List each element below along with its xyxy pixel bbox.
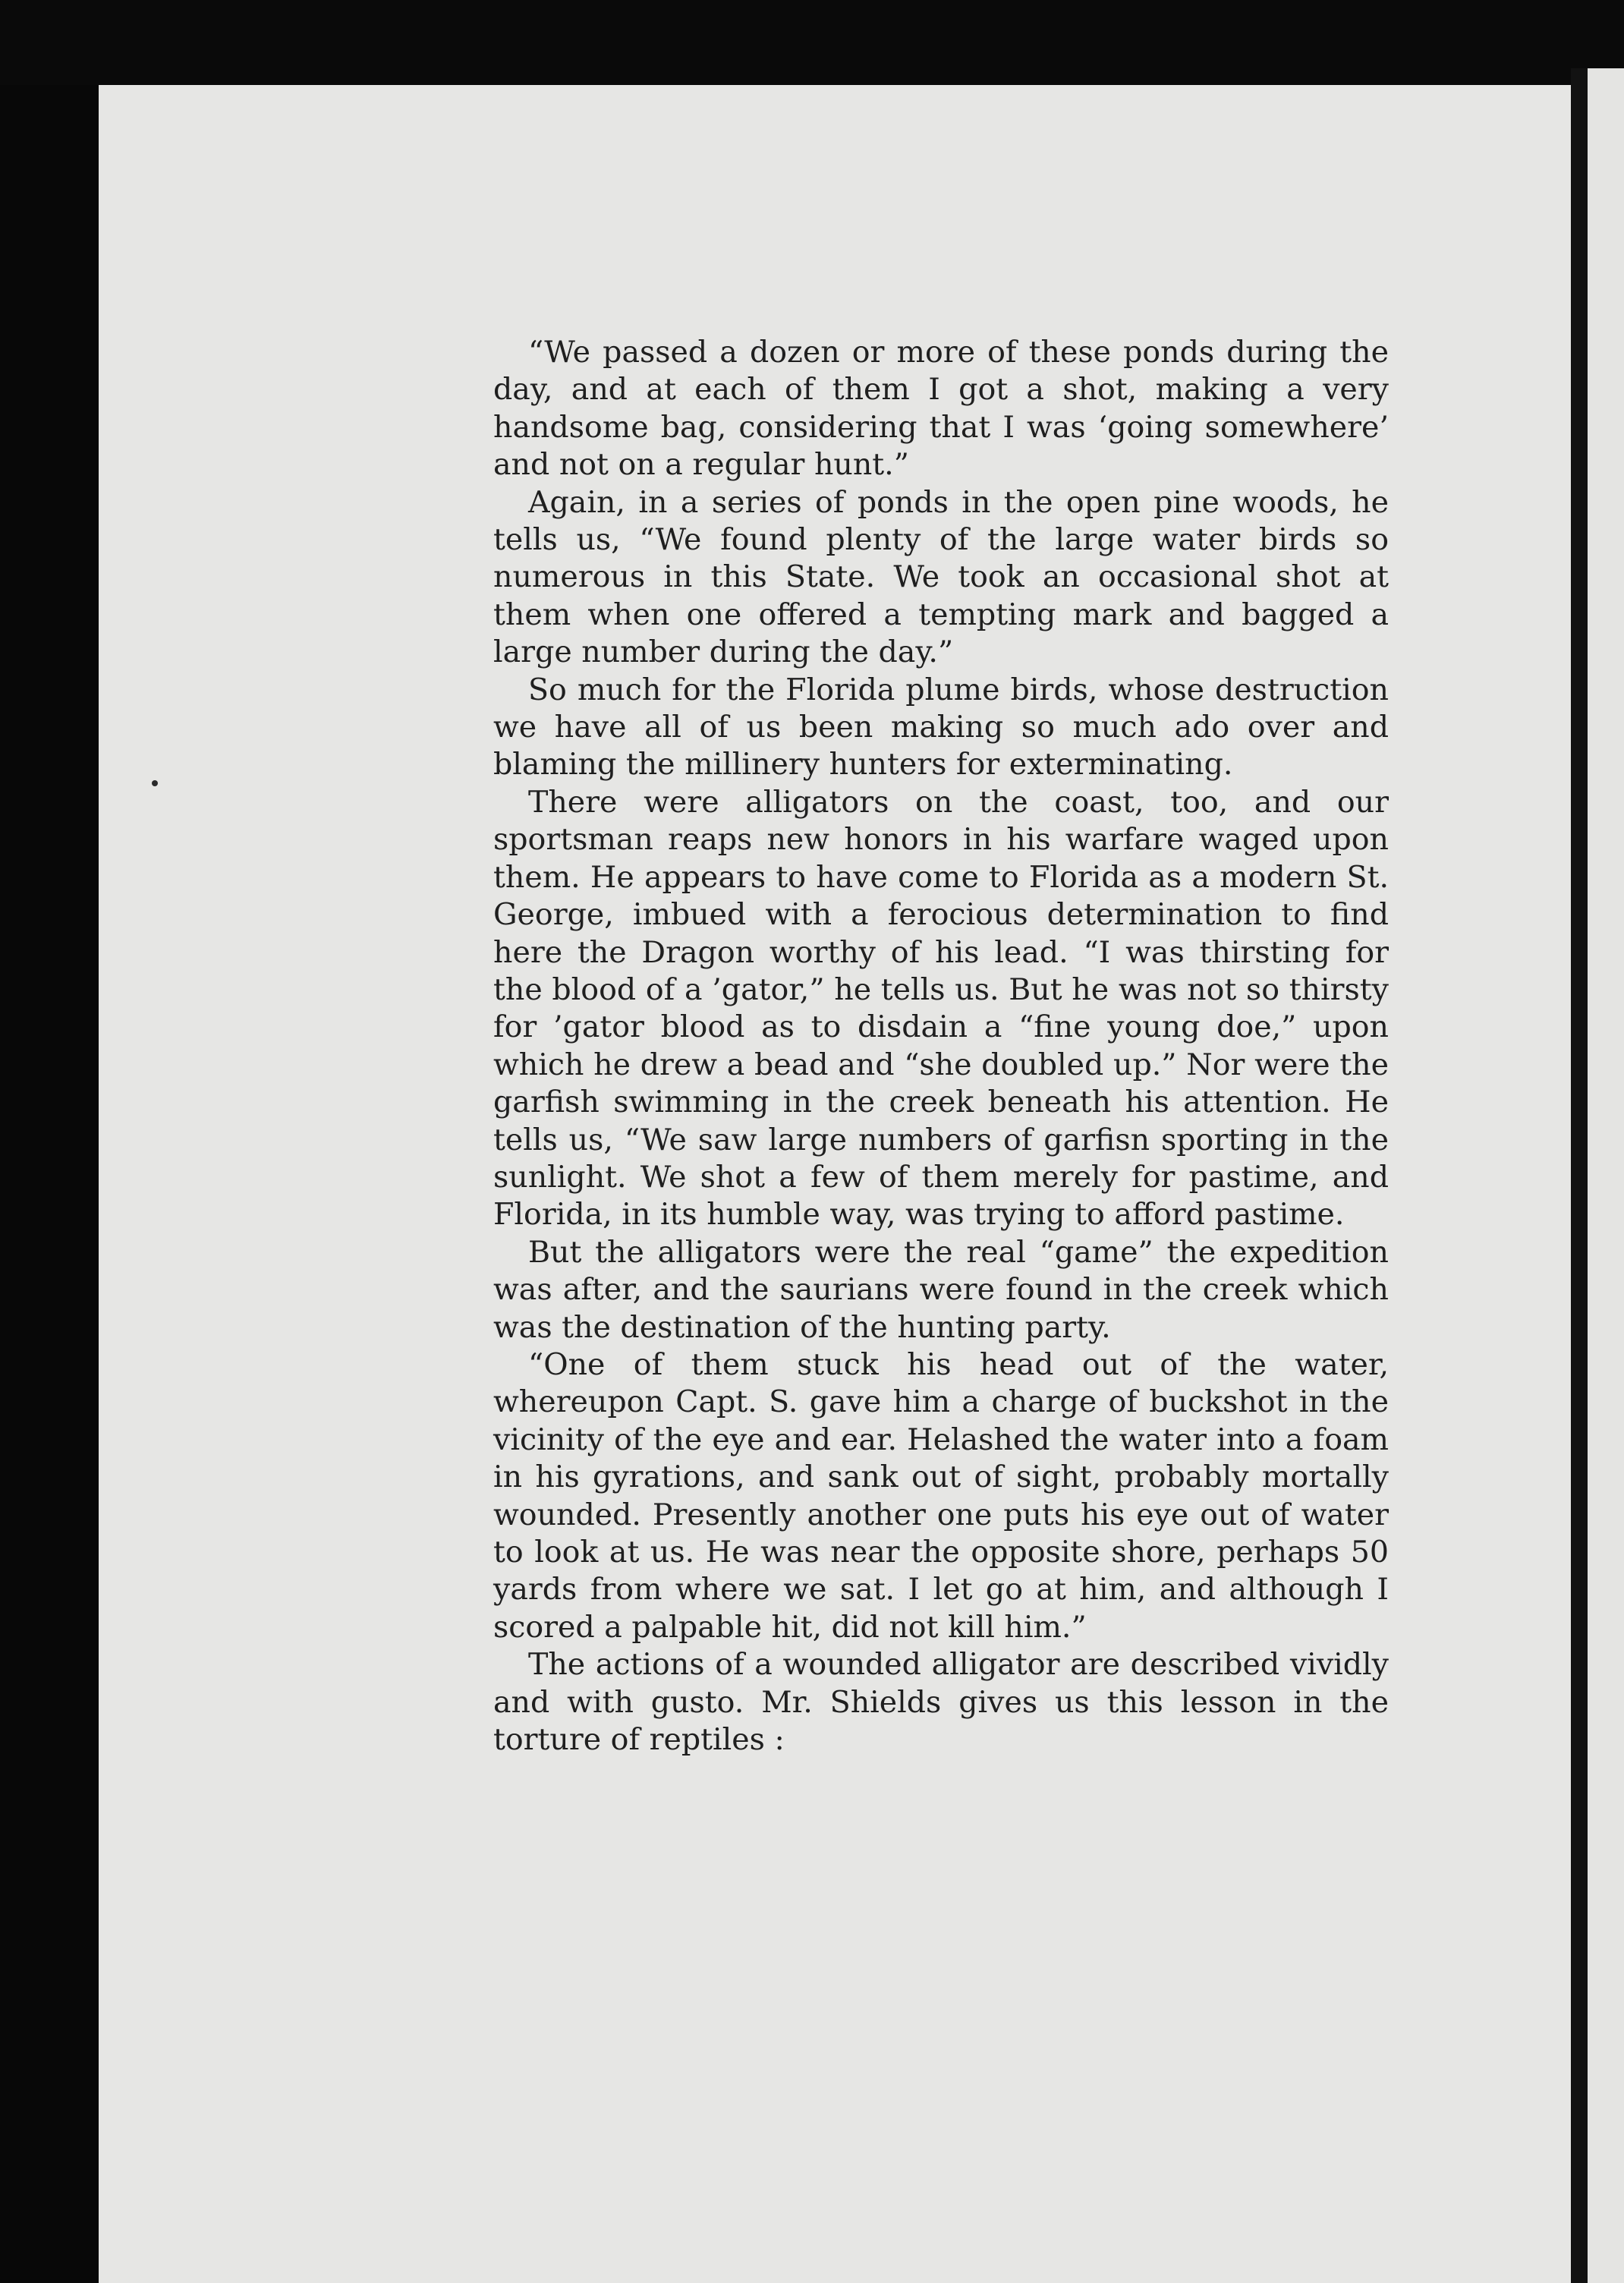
margin-speck	[152, 780, 158, 786]
page-body-text	[493, 334, 1389, 2110]
scan-top-border	[0, 0, 1624, 85]
page-gutter-edge	[1571, 68, 1588, 2283]
paragraph-alligators-coast: There were alligators on the coast, too, and our sportsman reaps new honors in his warfare waged upon them. He appears to have come to Florida as a modern St. George, imbued with a ferocious determination to find here the Dragon worthy of his lead. “I was thirsting for the blood of a ’gator,” he tells us. But he was not so thirsty for ’gator blood as to disdain a “fine young doe,” upon which he drew a bead and “she doubled up.” Nor were the garfish swimming in the creek beneath his attention. He tells us, “We saw large numbers of garfisn sporting in the sunlight. We shot a few of them merely for pastime, and Florida, in its humble way, was trying to afford pastime.	[493, 784, 1389, 1233]
paragraph-ponds-quote: “We passed a dozen or more of these ponds during the day, and at each of them I got a shot, making a very handsome bag, considering that I was ‘going somewhere’ and not on a regular hunt.”	[493, 335, 1389, 483]
paragraph-wounded-alligator: The actions of a wounded alligator are described vividly and with gusto. Mr. Shields gives us this lesson in the torture of reptiles :	[493, 1647, 1389, 1758]
paragraph-pine-woods: Again, in a series of ponds in the open pine woods, he tells us, “We found plenty of the large water birds so numerous in this State. We took an occasional shot at them when one offered a tempting mark and bagged a large number during the day.”	[493, 484, 1389, 670]
paragraph-buckshot-quote: “One of them stuck his head out of the water, whereupon Capt. S. gave him a charge of buckshot in the vicinity of the eye and ear. Helashed the water into a foam in his gyrations, and sank out of sight, probably mortally wounded. Presently another one puts his eye out of water to look at us. He was near the opposite shore, perhaps 50 yards from where we sat. I let go at him, and although I scored a palpable hit, did not kill him.”	[493, 1346, 1389, 1645]
paragraph-real-game: But the alligators were the real “game” the expedition was after, and the saurians were found in the creek which was the destination of the hunting party.	[493, 1234, 1389, 1345]
facing-page-edge	[1588, 68, 1624, 2283]
paragraph-plume-birds: So much for the Florida plume birds, whose destruction we have all of us been making so much ado over and blaming the millinery hunters for exterminating.	[493, 672, 1389, 783]
